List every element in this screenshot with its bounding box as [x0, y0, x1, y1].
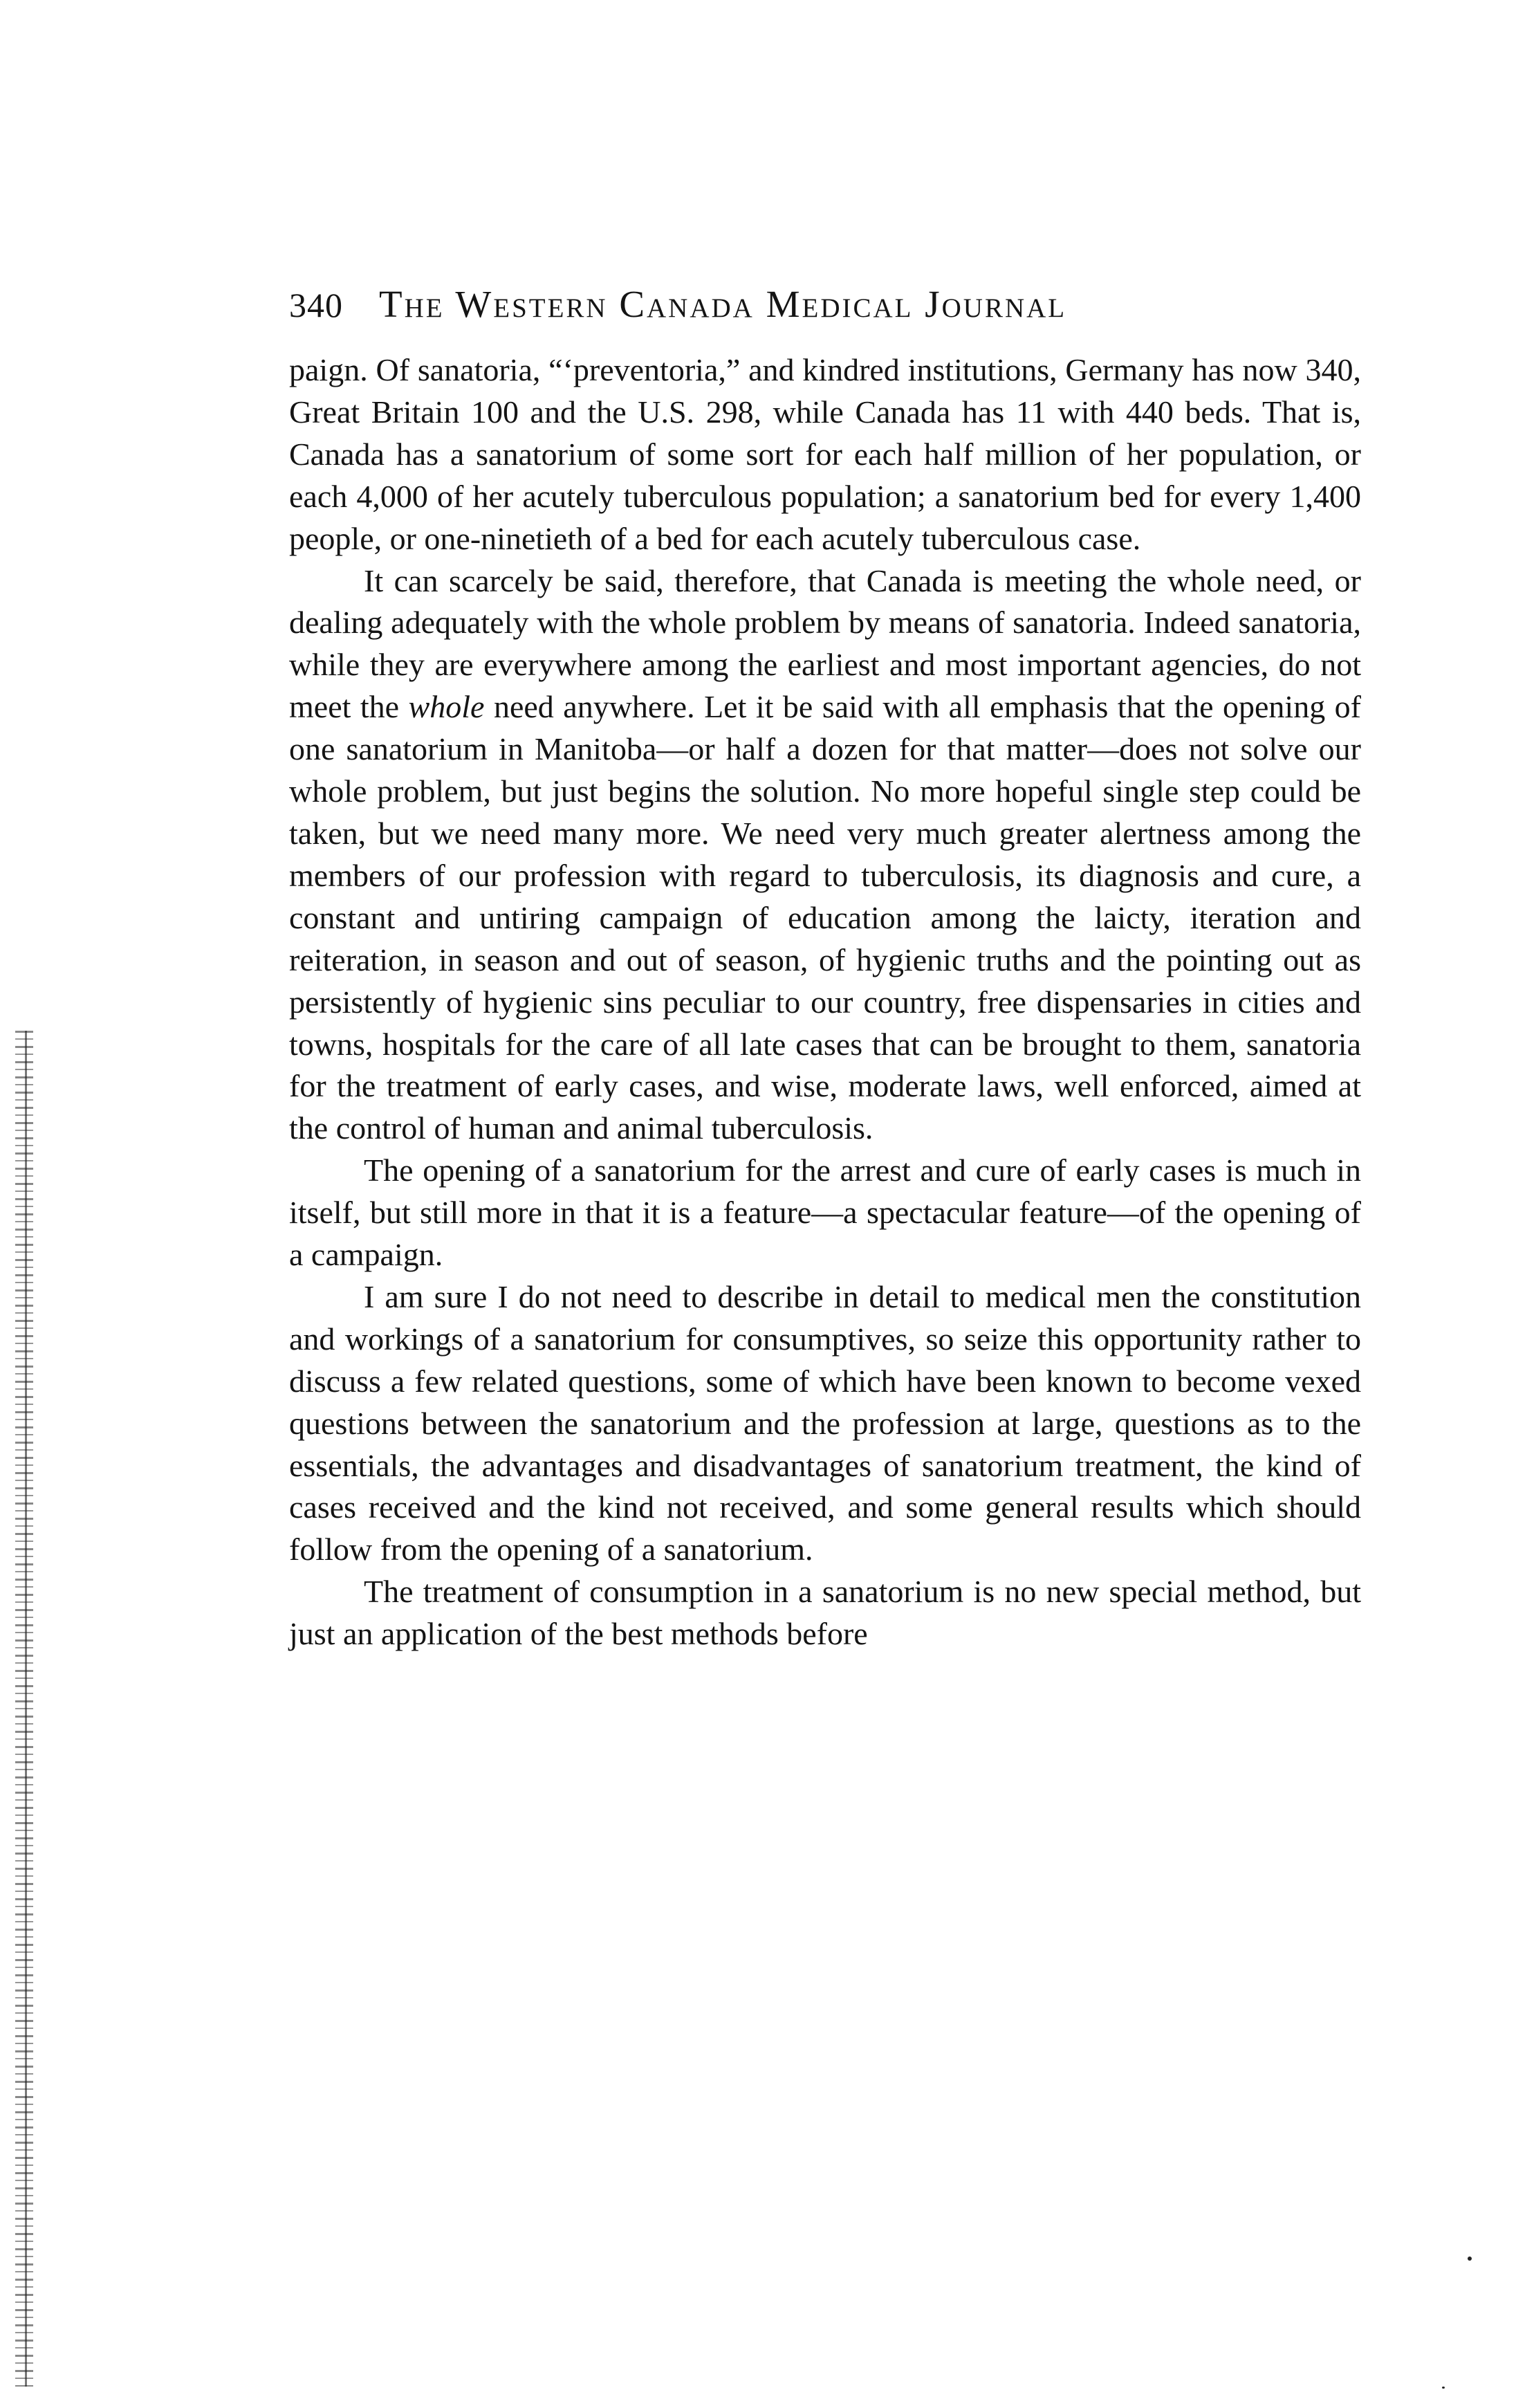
scan-edge-shadow	[15, 1031, 33, 2387]
scan-edge-line	[25, 1031, 27, 2387]
journal-title: The Western Canada Medical Journal	[379, 283, 1067, 325]
running-head	[289, 282, 1230, 331]
scan-speck	[1442, 2387, 1445, 2389]
paragraph-2-text-b: need anywhere. Let it be said with all emphasis that the opening of one sanatorium in Manitoba—or half a dozen for that matter—does not solve our whole problem, but just begins the solution. No more hopeful single step could be taken, but we need many more. We need very much greater alertness among the members of our profession with regard to tuberculosis, its diagnosis and cure, a constant and untiring campaign of education among the laicty, iteration and reiteration, in season and out of season, of hygienic truths and the pointing out as persistently of hygienic sins peculiar to our country, free dispensaries in cities and towns, hospitals for the care of all late cases that can be brought to them, sanatoria for the treatment of early cases, and wise, moderate laws, well enforced, aimed at the control of human and animal tuberculosis.	[289, 689, 1362, 1146]
paragraph-5: The treatment of consumption in a sanatorium is no new special method, but just an application of the best methods before	[289, 1574, 1361, 1652]
scan-speck	[1468, 2257, 1472, 2261]
emphasis-whole: whole	[408, 689, 485, 725]
article-body	[289, 349, 1361, 1655]
page-number: 340	[289, 286, 343, 324]
paragraph-1: paign. Of sanatoria, “‘preventoria,” and kindred institutions, Germany has now 340, Great Britain 100 and the U.S. 298, while Canada has 11 with 440 beds. That is, Canada has a sanatorium of some sort for each half million of her population, or each 4,000 of her acutely tuberculous population; a sanatorium bed for every 1,400 people, or one-ninetieth of a bed for each acutely tuberculous case.	[289, 352, 1361, 556]
paragraph-2	[289, 560, 1361, 1150]
paragraph-4: I am sure I do not need to describe in detail to medical men the constitution and workings of a sanatorium for consumptives, so seize this opportunity rather to discuss a few related questions, some of which have been known to become vexed questions between the sanatorium and the profession at large, questions as to the essentials, the advantages and disadvantages of sanatorium treatment, the kind of cases received and the kind not received, and some general results which should follow from the opening of a sanatorium.	[289, 1278, 1361, 1568]
paragraph-2-text-a: It can scarcely be said, therefore, that Canada is meeting the whole need, or dealing adequately with the whole problem by means of sanatoria. Indeed sanatoria, while they are everywhere among the earliest and most important agencies, do not meet the	[289, 562, 1361, 725]
paragraph-3: The opening of a sanatorium for the arrest and cure of early cases is much in itself, but still more in that it is a feature—a spectacular feature—of the opening of a campaign.	[289, 1152, 1361, 1273]
